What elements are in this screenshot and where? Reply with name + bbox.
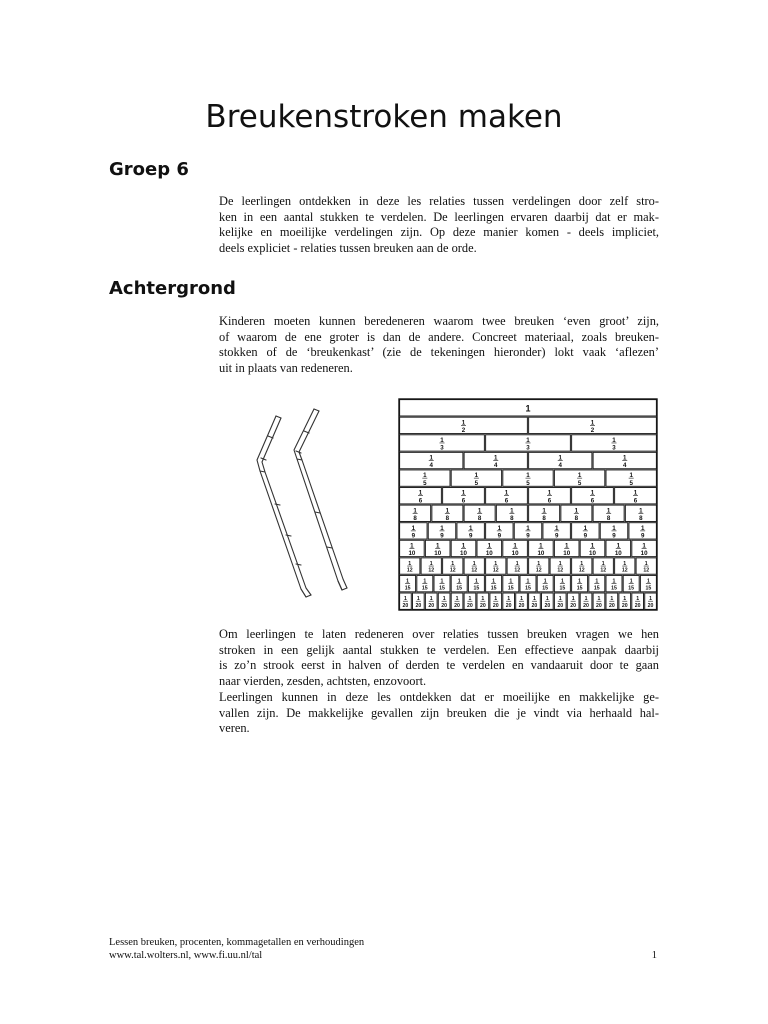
fraction-numerator: 1 <box>423 578 427 585</box>
fraction-numerator: 1 <box>520 596 523 603</box>
background-paragraph <box>219 314 659 377</box>
fraction-denominator: 15 <box>404 585 411 592</box>
fraction-numerator: 1 <box>558 454 562 462</box>
fraction-numerator: 1 <box>595 578 599 585</box>
section-heading-groep: Groep 6 <box>109 159 189 180</box>
fraction-denominator: 12 <box>428 567 435 574</box>
fraction-numerator: 1 <box>468 524 473 532</box>
fraction-denominator: 12 <box>621 567 628 574</box>
fraction-numerator: 1 <box>526 472 530 480</box>
fraction-denominator: 3 <box>526 444 530 452</box>
fraction-denominator: 12 <box>492 567 499 574</box>
fraction-numerator: 1 <box>640 524 645 532</box>
fraction-denominator: 10 <box>640 550 648 558</box>
fraction-wall-drawing <box>398 398 658 611</box>
fraction-denominator: 6 <box>633 497 638 505</box>
fraction-denominator: 9 <box>411 532 416 540</box>
fraction-denominator: 20 <box>467 602 473 609</box>
fraction-denominator: 4 <box>558 462 562 470</box>
fraction-denominator: 6 <box>504 497 509 505</box>
fraction-numerator: 1 <box>510 507 514 515</box>
fraction-denominator: 20 <box>634 602 641 609</box>
fraction-denominator: 8 <box>413 514 417 522</box>
fraction-numerator: 1 <box>461 542 466 550</box>
fraction-denominator: 20 <box>492 602 499 609</box>
text-line: uit in plaats van redeneren. <box>219 361 353 376</box>
fraction-denominator: 9 <box>612 532 616 540</box>
fraction-label-whole: 1 <box>525 403 531 414</box>
fraction-denominator: 20 <box>621 602 628 609</box>
fraction-denominator: 9 <box>440 532 444 540</box>
fraction-denominator: 5 <box>423 479 427 487</box>
fraction-denominator: 10 <box>589 550 596 558</box>
fraction-numerator: 1 <box>547 489 552 497</box>
fraction-denominator: 20 <box>415 602 422 609</box>
text-line: stokken of de ‘breukenkast’ (zie de tekeningen hieronder) lokt vaak ‘aflezen’ <box>219 345 659 360</box>
fraction-denominator: 8 <box>606 514 611 522</box>
fraction-denominator: 20 <box>557 602 564 609</box>
fraction-numerator: 1 <box>418 489 423 497</box>
fraction-denominator: 15 <box>473 585 480 592</box>
fraction-numerator: 1 <box>542 507 546 515</box>
fraction-denominator: 15 <box>576 585 583 592</box>
fraction-denominator: 15 <box>559 585 566 592</box>
fraction-numerator: 1 <box>606 507 611 515</box>
fraction-denominator: 3 <box>612 444 616 452</box>
fraction-denominator: 9 <box>468 532 473 540</box>
fraction-numerator: 1 <box>590 489 595 497</box>
fraction-denominator: 12 <box>578 567 585 574</box>
fraction-wall-icon <box>398 398 658 611</box>
fraction-denominator: 9 <box>554 532 559 540</box>
fraction-numerator: 1 <box>623 596 627 603</box>
fraction-denominator: 20 <box>402 602 409 609</box>
fraction-numerator: 1 <box>455 596 459 603</box>
fraction-numerator: 1 <box>543 578 547 585</box>
fraction-numerator: 1 <box>597 596 601 603</box>
fraction-numerator: 1 <box>474 472 479 480</box>
fraction-denominator: 20 <box>479 602 486 609</box>
fraction-numerator: 1 <box>526 578 530 585</box>
fraction-denominator: 15 <box>645 585 652 592</box>
fraction-numerator: 1 <box>558 596 562 603</box>
fraction-denominator: 10 <box>614 550 622 558</box>
fraction-numerator: 1 <box>580 561 584 568</box>
fraction-denominator: 10 <box>485 550 493 558</box>
text-line: is zo’n strook eerst in halven of derden te verdelen en vandaaruit door te gaan <box>219 658 659 673</box>
fraction-numerator: 1 <box>440 436 444 444</box>
fraction-denominator: 10 <box>537 550 545 558</box>
fraction-denominator: 2 <box>590 427 595 435</box>
text-line: Om leerlingen te laten redeneren over relaties tussen breuken vragen we hen <box>219 627 659 641</box>
fraction-numerator: 1 <box>429 596 433 603</box>
fraction-denominator: 3 <box>440 444 444 452</box>
fraction-denominator: 15 <box>542 585 549 592</box>
fraction-numerator: 1 <box>526 524 530 532</box>
fraction-numerator: 1 <box>408 561 412 568</box>
text-line: Leerlingen kunnen in deze les ontdekken dat er moeilijke en makkelijke ge- <box>219 689 659 704</box>
fraction-denominator: 10 <box>408 550 416 558</box>
fraction-denominator: 12 <box>535 567 542 574</box>
fraction-numerator: 1 <box>610 596 614 603</box>
fraction-numerator: 1 <box>492 578 496 585</box>
fraction-numerator: 1 <box>584 596 588 603</box>
fraction-denominator: 12 <box>600 567 607 574</box>
fraction-numerator: 1 <box>601 561 605 568</box>
fraction-numerator: 1 <box>474 578 478 585</box>
fraction-numerator: 1 <box>612 578 616 585</box>
fraction-numerator: 1 <box>571 596 575 603</box>
fraction-numerator: 1 <box>509 578 513 585</box>
fraction-numerator: 1 <box>504 489 509 497</box>
fraction-denominator: 12 <box>557 567 564 574</box>
fraction-denominator: 20 <box>531 602 538 609</box>
fraction-denominator: 20 <box>647 602 654 609</box>
fraction-denominator: 8 <box>445 514 450 522</box>
fraction-denominator: 6 <box>590 497 595 505</box>
fraction-numerator: 1 <box>513 542 517 550</box>
fraction-denominator: 9 <box>526 532 530 540</box>
fraction-numerator: 1 <box>423 472 427 480</box>
fraction-denominator: 15 <box>593 585 600 592</box>
text-line: naar vierden, zesden, achtsten, enzovoort. <box>219 674 427 689</box>
fraction-denominator: 20 <box>596 602 602 609</box>
text-line: Kinderen moeten kunnen beredeneren waarom twee breuken ‘even groot’ zijn, <box>219 314 659 328</box>
fraction-numerator: 1 <box>461 489 466 497</box>
fraction-numerator: 1 <box>497 524 502 532</box>
fraction-denominator: 8 <box>477 514 482 522</box>
fraction-numerator: 1 <box>629 578 633 585</box>
fraction-denominator: 2 <box>461 427 466 435</box>
fraction-denominator: 8 <box>510 514 514 522</box>
fraction-numerator: 1 <box>440 578 444 585</box>
fraction-numerator: 1 <box>633 489 638 497</box>
fraction-numerator: 1 <box>646 578 650 585</box>
fraction-numerator: 1 <box>590 542 595 550</box>
fraction-numerator: 1 <box>623 454 627 462</box>
fraction-denominator: 12 <box>406 567 413 574</box>
fraction-denominator: 20 <box>505 602 512 609</box>
fraction-denominator: 9 <box>497 532 502 540</box>
fraction-sticks-drawing <box>219 396 375 616</box>
fraction-denominator: 20 <box>570 602 577 609</box>
fraction-denominator: 4 <box>494 462 498 470</box>
fraction-denominator: 4 <box>623 462 627 470</box>
fraction-numerator: 1 <box>612 524 616 532</box>
fraction-numerator: 1 <box>451 561 455 568</box>
fraction-numerator: 1 <box>406 578 410 585</box>
fraction-numerator: 1 <box>533 596 536 603</box>
fraction-numerator: 1 <box>494 561 498 568</box>
footer-series-title: Lessen breuken, procenten, kommagetallen en verhoudingen <box>109 937 365 948</box>
fraction-numerator: 1 <box>440 524 444 532</box>
fraction-numerator: 1 <box>537 561 541 568</box>
fraction-numerator: 1 <box>404 596 407 603</box>
fraction-numerator: 1 <box>526 436 530 444</box>
fraction-numerator: 1 <box>545 596 549 603</box>
fraction-denominator: 15 <box>628 585 635 592</box>
fraction-denominator: 5 <box>577 479 582 487</box>
fraction-numerator: 1 <box>636 596 640 603</box>
fraction-denominator: 10 <box>563 550 571 558</box>
fraction-denominator: 15 <box>421 585 428 592</box>
fraction-denominator: 20 <box>544 602 551 609</box>
fraction-denominator: 5 <box>629 479 633 487</box>
fraction-numerator: 1 <box>494 596 498 603</box>
fraction-numerator: 1 <box>639 507 643 515</box>
fraction-denominator: 15 <box>456 585 463 592</box>
text-line: vallen zijn. De makkelijke gevallen zijn breuken die je vindt via herhaald hal- <box>219 705 659 720</box>
section-heading-achtergrond: Achtergrond <box>109 278 236 299</box>
fraction-denominator: 20 <box>608 602 615 609</box>
fraction-numerator: 1 <box>413 507 417 515</box>
fraction-numerator: 1 <box>494 454 498 462</box>
fraction-denominator: 5 <box>474 479 479 487</box>
fraction-denominator: 9 <box>583 532 588 540</box>
fraction-numerator: 1 <box>468 596 472 603</box>
intro-paragraph <box>219 194 659 257</box>
fraction-denominator: 10 <box>460 550 467 558</box>
page-number: 1 <box>651 950 657 961</box>
fraction-numerator: 1 <box>558 561 562 568</box>
fraction-numerator: 1 <box>583 524 588 532</box>
fraction-denominator: 12 <box>471 567 478 574</box>
fraction-numerator: 1 <box>461 419 466 427</box>
fraction-numerator: 1 <box>616 542 621 550</box>
fraction-numerator: 1 <box>429 454 433 462</box>
text-line: deels expliciet - relaties tussen breuken aan de orde. <box>219 241 477 256</box>
fraction-sticks-icon <box>219 396 375 616</box>
fraction-numerator: 1 <box>472 561 476 568</box>
fraction-denominator: 10 <box>511 550 519 558</box>
fraction-numerator: 1 <box>435 542 440 550</box>
fraction-denominator: 15 <box>439 585 445 592</box>
fraction-numerator: 1 <box>445 507 450 515</box>
fraction-numerator: 1 <box>507 596 511 603</box>
footer-website-links: www.tal.wolters.nl, www.fi.uu.nl/tal <box>109 950 263 961</box>
fraction-numerator: 1 <box>644 561 648 568</box>
fraction-denominator: 8 <box>639 514 643 522</box>
fraction-numerator: 1 <box>515 561 519 568</box>
fraction-numerator: 1 <box>487 542 492 550</box>
fraction-numerator: 1 <box>590 419 595 427</box>
fraction-numerator: 1 <box>560 578 564 585</box>
fraction-denominator: 6 <box>461 497 466 505</box>
text-line: stroken in een gelijk aantal stukken te verdelen. Een effectieve aanpak daarbij <box>219 642 659 657</box>
fraction-numerator: 1 <box>642 542 646 550</box>
fraction-numerator: 1 <box>416 596 420 603</box>
fraction-numerator: 1 <box>481 596 485 603</box>
fraction-numerator: 1 <box>457 578 461 585</box>
fraction-denominator: 10 <box>434 550 442 558</box>
page-title: Breukenstroken maken <box>205 99 563 135</box>
fraction-denominator: 8 <box>574 514 579 522</box>
fraction-denominator: 5 <box>526 479 530 487</box>
fraction-numerator: 1 <box>649 596 652 603</box>
fraction-numerator: 1 <box>477 507 482 515</box>
fraction-denominator: 15 <box>490 585 497 592</box>
fraction-numerator: 1 <box>612 436 616 444</box>
fraction-numerator: 1 <box>429 561 433 568</box>
fraction-denominator: 8 <box>542 514 546 522</box>
fraction-numerator: 1 <box>577 472 582 480</box>
fraction-numerator: 1 <box>623 561 627 568</box>
fraction-denominator: 20 <box>583 602 589 609</box>
fraction-numerator: 1 <box>629 472 633 480</box>
fraction-denominator: 20 <box>518 602 525 609</box>
text-line: ken in een aantal stukken te verdelen. De leerlingen ervaren daarbij dat er mak- <box>219 209 659 224</box>
fraction-denominator: 4 <box>429 462 433 470</box>
fraction-numerator: 1 <box>411 524 416 532</box>
fraction-denominator: 9 <box>640 532 645 540</box>
text-line: of waarom de ene groter is dan de andere. Concreet materiaal, zoals breuken- <box>219 329 659 344</box>
fraction-denominator: 12 <box>514 567 521 574</box>
text-line: kelijke en moeilijke verdelingen zijn. Op deze manier komen - deels impliciet, <box>219 225 659 240</box>
fraction-numerator: 1 <box>564 542 569 550</box>
fraction-numerator: 1 <box>442 596 446 603</box>
fraction-denominator: 12 <box>643 567 650 574</box>
fraction-numerator: 1 <box>574 507 579 515</box>
fraction-denominator: 20 <box>428 602 435 609</box>
fraction-numerator: 1 <box>578 578 582 585</box>
fraction-denominator: 20 <box>441 602 448 609</box>
fraction-denominator: 15 <box>525 585 531 592</box>
fraction-denominator: 20 <box>454 602 460 609</box>
text-line: veren. <box>219 721 250 736</box>
fraction-denominator: 12 <box>449 567 456 574</box>
fraction-denominator: 6 <box>547 497 552 505</box>
fraction-numerator: 1 <box>539 542 543 550</box>
text-line: De leerlingen ontdekken in deze les relaties tussen verdelingen door zelf stro- <box>219 194 659 208</box>
fraction-numerator: 1 <box>554 524 559 532</box>
fraction-numerator: 1 <box>410 542 414 550</box>
page-footer <box>109 936 659 962</box>
fraction-denominator: 15 <box>507 585 514 592</box>
method-paragraph <box>219 627 659 737</box>
fraction-denominator: 6 <box>418 497 423 505</box>
fraction-denominator: 15 <box>611 585 617 592</box>
